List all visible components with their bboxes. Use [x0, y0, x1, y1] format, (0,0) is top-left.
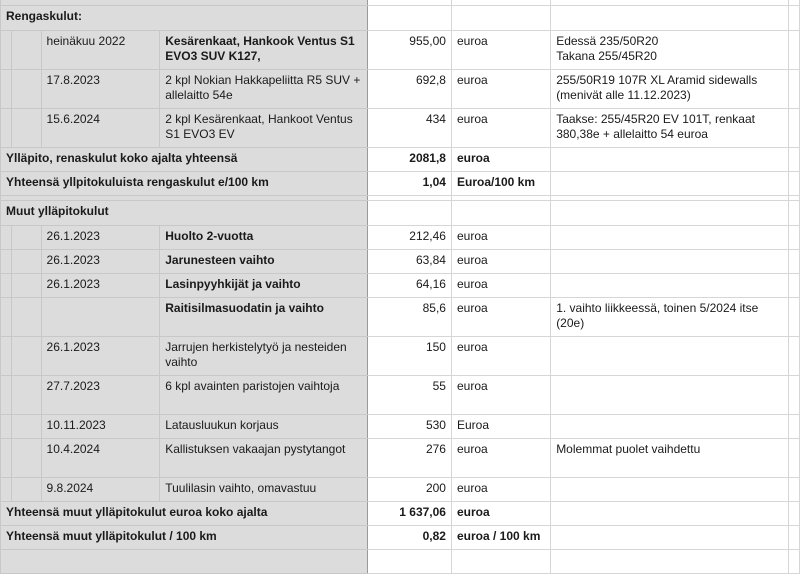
cell[interactable] [1, 550, 368, 574]
description-cell[interactable]: Huolto 2-vuotta [160, 226, 368, 250]
note-cell[interactable] [551, 415, 789, 439]
note-cell[interactable] [551, 250, 789, 274]
indent-cell[interactable] [1, 298, 12, 337]
edge-cell[interactable] [788, 172, 799, 196]
date-cell[interactable]: 10.4.2024 [41, 439, 160, 478]
indent-cell[interactable] [1, 109, 12, 148]
indent-cell[interactable] [1, 337, 12, 376]
description-cell[interactable]: 6 kpl avainten paristojen vaihtoja [160, 376, 368, 415]
note-cell[interactable]: 1. vaihto liikkeessä, toinen 5/2024 itse (20e) [551, 298, 789, 337]
amount-cell[interactable]: 955,00 [367, 31, 451, 70]
table-row [1, 226, 800, 250]
table-row [1, 250, 800, 274]
table-row [1, 31, 800, 70]
date-cell[interactable]: 26.1.2023 [41, 226, 160, 250]
table-row [1, 6, 800, 31]
note-cell[interactable]: 255/50R19 107R XL Aramid sidewalls (menivät alle 11.12.2023) [551, 70, 789, 109]
note-cell[interactable]: Taakse: 255/45R20 EV 101T, renkaat 380,38e + allelaitto 54 euroa [551, 109, 789, 148]
table-row [1, 478, 800, 502]
table-row [1, 148, 800, 172]
edge-cell[interactable] [788, 415, 799, 439]
edge-cell[interactable] [788, 109, 799, 148]
indent-cell[interactable] [1, 31, 12, 70]
indent-cell[interactable] [1, 70, 12, 109]
other-total-label[interactable]: Yhteensä muut ylläpitokulut euroa koko ajalta [1, 502, 368, 526]
indent-cell[interactable] [1, 274, 12, 298]
table-row [1, 502, 800, 526]
date-cell[interactable]: 26.1.2023 [41, 337, 160, 376]
unit-cell[interactable] [451, 6, 550, 31]
amount-cell[interactable]: 434 [367, 109, 451, 148]
edge-cell[interactable] [788, 502, 799, 526]
description-cell[interactable]: Raitisilmasuodatin ja vaihto [160, 298, 368, 337]
edge-cell[interactable] [788, 478, 799, 502]
other-per-100km-unit[interactable]: euroa / 100 km [451, 526, 550, 550]
note-cell[interactable]: Edessä 235/50R20 Takana 255/45R20 [551, 31, 789, 70]
unit-cell[interactable]: euroa [451, 478, 550, 502]
indent-cell[interactable] [12, 226, 42, 250]
indent-cell[interactable] [12, 376, 42, 415]
unit-cell[interactable]: euroa [451, 70, 550, 109]
edge-cell[interactable] [788, 6, 799, 31]
edge-cell[interactable] [788, 298, 799, 337]
edge-cell[interactable] [788, 274, 799, 298]
date-cell[interactable]: 17.8.2023 [41, 70, 160, 109]
amount-cell[interactable] [367, 6, 451, 31]
table-row [1, 172, 800, 196]
indent-cell[interactable] [12, 478, 42, 502]
tire-per-100km-label[interactable]: Yhteensä yllpitokuluista rengaskulut e/100 km [1, 172, 368, 196]
note-cell[interactable] [551, 148, 789, 172]
amount-cell[interactable]: 85,6 [367, 298, 451, 337]
date-cell[interactable] [41, 298, 160, 337]
edge-cell[interactable] [788, 148, 799, 172]
amount-cell[interactable]: 64,16 [367, 274, 451, 298]
date-cell[interactable]: heinäkuu 2022 [41, 31, 160, 70]
table-row [1, 439, 800, 478]
other-per-100km-label[interactable]: Yhteensä muut ylläpitokulut / 100 km [1, 526, 368, 550]
indent-cell[interactable] [12, 250, 42, 274]
indent-cell[interactable] [12, 31, 42, 70]
indent-cell[interactable] [1, 226, 12, 250]
note-cell[interactable] [551, 172, 789, 196]
table-row [1, 70, 800, 109]
edge-cell[interactable] [788, 70, 799, 109]
note-cell[interactable]: Molemmat puolet vaihdettu [551, 439, 789, 478]
amount-cell[interactable]: 692,8 [367, 70, 451, 109]
table-row [1, 337, 800, 376]
description-cell[interactable]: Jarrujen herkistelytyö ja nesteiden vaihto [160, 337, 368, 376]
date-cell[interactable]: 26.1.2023 [41, 274, 160, 298]
note-cell[interactable] [551, 201, 789, 226]
unit-cell[interactable]: euroa [451, 298, 550, 337]
table-row [1, 201, 800, 226]
description-cell[interactable]: Kesärenkaat, Hankook Ventus S1 EVO3 SUV K127, [160, 31, 368, 70]
amount-cell[interactable]: 276 [367, 439, 451, 478]
tire-total-amount[interactable]: 2081,8 [367, 148, 451, 172]
date-cell[interactable]: 10.11.2023 [41, 415, 160, 439]
table-row [1, 550, 800, 574]
edge-cell[interactable] [788, 226, 799, 250]
indent-cell[interactable] [12, 439, 42, 478]
edge-cell[interactable] [788, 439, 799, 478]
table-row [1, 376, 800, 415]
indent-cell[interactable] [12, 415, 42, 439]
date-cell[interactable]: 15.6.2024 [41, 109, 160, 148]
table-row [1, 109, 800, 148]
amount-cell[interactable]: 150 [367, 337, 451, 376]
date-cell[interactable]: 27.7.2023 [41, 376, 160, 415]
amount-cell[interactable]: 55 [367, 376, 451, 415]
note-cell[interactable] [551, 478, 789, 502]
unit-cell[interactable]: euroa [451, 250, 550, 274]
indent-cell[interactable] [12, 337, 42, 376]
other-total-amount[interactable]: 1 637,06 [367, 502, 451, 526]
description-cell[interactable]: Tuulilasin vaihto, omavastuu [160, 478, 368, 502]
other-per-100km-amount[interactable]: 0,82 [367, 526, 451, 550]
tire-section-header[interactable]: Rengaskulut: [1, 6, 368, 31]
unit-cell[interactable]: euroa [451, 31, 550, 70]
unit-cell[interactable]: Euroa [451, 415, 550, 439]
edge-cell[interactable] [788, 337, 799, 376]
description-cell[interactable]: Kallistuksen vakaajan pystytangot [160, 439, 368, 478]
unit-cell[interactable]: euroa [451, 274, 550, 298]
date-cell[interactable]: 9.8.2024 [41, 478, 160, 502]
table-row [1, 415, 800, 439]
edge-cell[interactable] [788, 550, 799, 574]
unit-cell[interactable]: euroa [451, 337, 550, 376]
amount-cell[interactable] [367, 201, 451, 226]
edge-cell[interactable] [788, 31, 799, 70]
indent-cell[interactable] [1, 415, 12, 439]
tire-per-100km-amount[interactable]: 1,04 [367, 172, 451, 196]
indent-cell[interactable] [12, 70, 42, 109]
amount-cell[interactable]: 212,46 [367, 226, 451, 250]
unit-cell[interactable]: euroa [451, 376, 550, 415]
tire-per-100km-unit[interactable]: Euroa/100 km [451, 172, 550, 196]
table-row [1, 274, 800, 298]
indent-cell[interactable] [1, 478, 12, 502]
description-cell[interactable]: Jarunesteen vaihto [160, 250, 368, 274]
note-cell[interactable] [551, 376, 789, 415]
indent-cell[interactable] [12, 274, 42, 298]
other-section-header[interactable]: Muut ylläpitokulut [1, 201, 368, 226]
unit-cell[interactable]: euroa [451, 226, 550, 250]
edge-cell[interactable] [788, 201, 799, 226]
note-cell[interactable] [551, 502, 789, 526]
indent-cell[interactable] [1, 439, 12, 478]
amount-cell[interactable]: 63,84 [367, 250, 451, 274]
amount-cell[interactable] [367, 550, 451, 574]
note-cell[interactable] [551, 550, 789, 574]
description-cell[interactable]: Lasinpyyhkijät ja vaihto [160, 274, 368, 298]
indent-cell[interactable] [1, 376, 12, 415]
edge-cell[interactable] [788, 250, 799, 274]
unit-cell[interactable] [451, 201, 550, 226]
indent-cell[interactable] [12, 109, 42, 148]
amount-cell[interactable]: 530 [367, 415, 451, 439]
note-cell[interactable] [551, 337, 789, 376]
date-cell[interactable]: 26.1.2023 [41, 250, 160, 274]
unit-cell[interactable]: euroa [451, 109, 550, 148]
note-cell[interactable] [551, 6, 789, 31]
note-cell[interactable] [551, 226, 789, 250]
description-cell[interactable]: 2 kpl Kesärenkaat, Hankoot Ventus S1 EVO3 EV [160, 109, 368, 148]
table-row [1, 298, 800, 337]
note-cell[interactable] [551, 274, 789, 298]
unit-cell[interactable]: euroa [451, 439, 550, 478]
tire-total-unit[interactable]: euroa [451, 148, 550, 172]
amount-cell[interactable]: 200 [367, 478, 451, 502]
tire-total-label[interactable]: Ylläpito, renaskulut koko ajalta yhteensä [1, 148, 368, 172]
edge-cell[interactable] [788, 376, 799, 415]
unit-cell[interactable] [451, 550, 550, 574]
indent-cell[interactable] [1, 250, 12, 274]
description-cell[interactable]: 2 kpl Nokian Hakkapeliitta R5 SUV + allelaitto 54e [160, 70, 368, 109]
indent-cell[interactable] [12, 298, 42, 337]
description-cell[interactable]: Latausluukun korjaus [160, 415, 368, 439]
other-total-unit[interactable]: euroa [451, 502, 550, 526]
